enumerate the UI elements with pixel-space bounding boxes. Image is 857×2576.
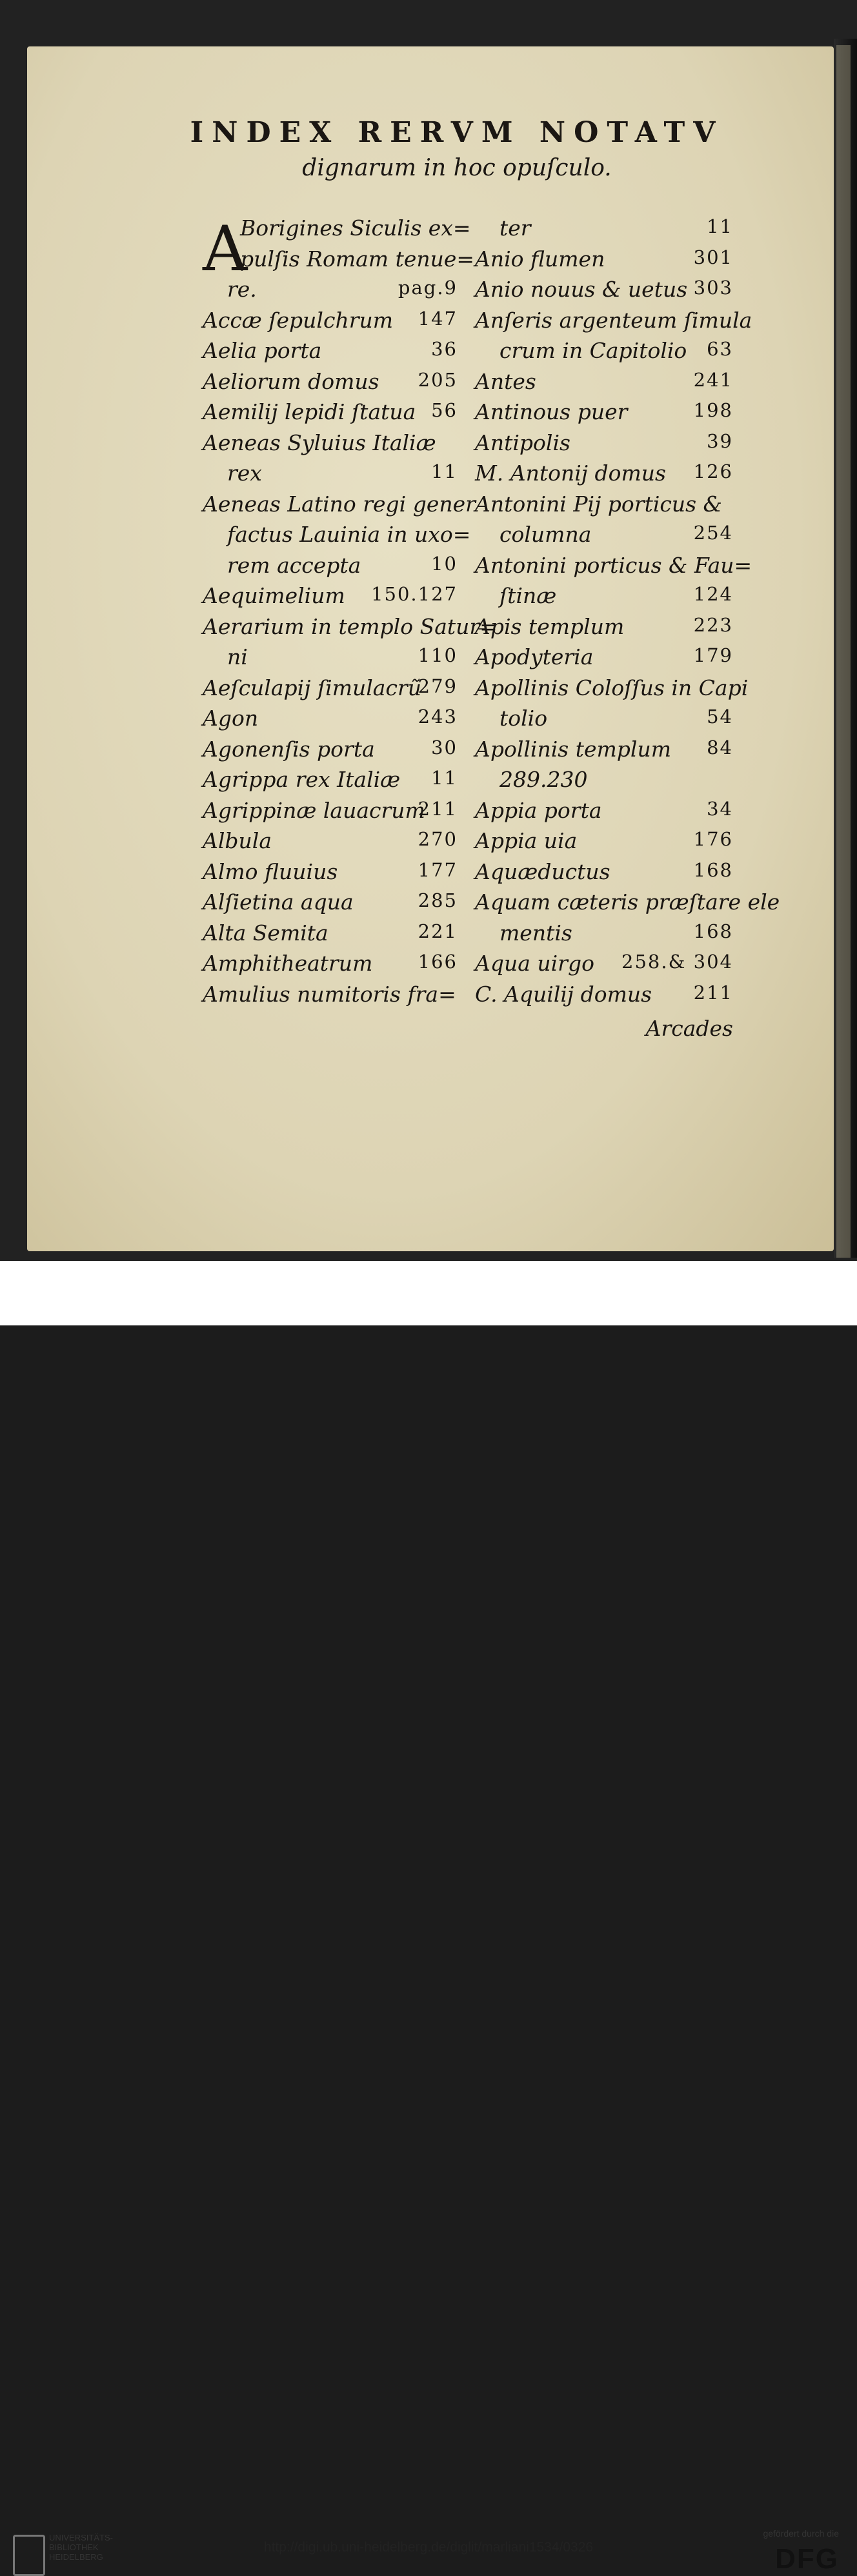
index-entry <box>475 552 752 584</box>
index-entry-page: 243 <box>418 706 458 728</box>
index-entry <box>203 644 458 675</box>
viewer-footer <box>0 1261 857 2575</box>
index-entry <box>475 369 733 400</box>
index-entry-text: factus Lauinia in uxo= <box>227 522 471 547</box>
index-entry-page: 36 <box>431 338 458 360</box>
index-entry <box>203 828 458 859</box>
index-entry <box>475 798 733 829</box>
index-entry-text: Aqua uirgo <box>475 951 594 976</box>
index-entry-page: 211 <box>418 797 458 820</box>
index-entry-page: 56 <box>431 399 458 421</box>
index-entry <box>203 951 458 982</box>
index-entry <box>475 675 749 706</box>
index-entry <box>203 798 458 829</box>
index-entry <box>203 369 458 400</box>
index-entry-text: Appia uia <box>475 828 578 853</box>
catchword: Arcades <box>645 1016 733 1041</box>
index-entry <box>203 675 458 706</box>
index-entry-text: Accæ ſepulchrum <box>203 307 394 333</box>
index-entry-page: 285 <box>418 889 458 911</box>
index-entry-page: 126 <box>693 461 733 482</box>
index-entry <box>475 614 733 645</box>
index-entry-page: 279 <box>418 675 458 697</box>
index-entry <box>203 277 458 308</box>
index-entry-text: Amulius numitoris fra= <box>203 981 456 1007</box>
index-entry <box>203 767 458 798</box>
index-entry-text: Albula <box>203 828 272 853</box>
index-entry-page: 254 <box>693 522 733 544</box>
index-entry-page: 198 <box>693 399 733 421</box>
index-entry <box>203 889 458 920</box>
index-entry <box>203 737 458 768</box>
index-entry <box>203 246 475 277</box>
index-entry <box>203 461 458 491</box>
index-entry-page: 241 <box>693 368 733 391</box>
index-entry-text: rem accepta <box>227 552 361 578</box>
index-entry-page: 177 <box>418 858 458 881</box>
index-entry-text: Almo fluuius <box>203 858 338 884</box>
index-entry <box>475 399 733 430</box>
index-entry-text: Anio flumen <box>475 246 605 272</box>
index-entry <box>475 338 733 369</box>
index-entry-page: 179 <box>693 644 733 666</box>
index-entry-text: Agrippinæ lauacrum <box>203 797 425 823</box>
index-entry-text: ſtinæ <box>499 583 557 608</box>
index-entry-text: Antes <box>475 368 536 394</box>
index-entry-text: 289.230 <box>499 767 588 792</box>
index-subtitle: dignarum in hoc opuſculo. <box>302 155 612 181</box>
index-entry-text: Aeneas Latino regi gener <box>203 491 476 517</box>
index-entry-text: Alta Semita <box>203 920 328 946</box>
index-entry <box>475 277 733 308</box>
index-entry-text: columna <box>499 522 592 547</box>
index-entry <box>203 706 458 737</box>
index-entry <box>475 430 733 461</box>
index-entry <box>475 461 733 491</box>
index-entry-page: 221 <box>418 920 458 942</box>
funding-note: gefördert durch die <box>763 2528 839 2539</box>
index-entry <box>475 889 780 920</box>
index-entry-text: Alſietina aqua <box>203 889 354 915</box>
library-name-line: UNIVERSITÄTS- <box>49 2533 113 2542</box>
index-entry-page: 34 <box>707 797 733 820</box>
index-entry-text: Aelia porta <box>203 338 322 363</box>
index-entry-page: 301 <box>693 246 733 268</box>
index-entry-text: ni <box>227 644 248 669</box>
index-entry <box>475 920 733 951</box>
index-entry <box>475 307 752 339</box>
index-entry-text: Anſeris argenteum ſimula <box>475 307 752 333</box>
index-entry-text: Aequimelium <box>203 583 345 608</box>
index-entry-page: 10 <box>431 552 458 575</box>
index-entry <box>475 215 733 246</box>
index-entry <box>475 706 733 737</box>
index-entry <box>203 215 471 246</box>
index-entry-text: Aquam cæteris præſtare ele <box>475 889 780 915</box>
next-page-edge <box>836 45 851 1258</box>
index-entry <box>203 491 476 522</box>
drop-cap: A <box>203 213 248 285</box>
index-entry <box>203 583 458 614</box>
index-entry-text: Aquæductus <box>475 858 610 884</box>
index-entry-text: Apollinis Coloſſus in Capi <box>475 675 749 700</box>
index-entry <box>203 982 458 1013</box>
index-entry-page: 150.127 <box>371 583 458 605</box>
index-entry-text: Anio nouus & uetus <box>475 277 688 302</box>
index-entry-page: 270 <box>418 828 458 850</box>
index-entry-text: C. Aquilij domus <box>475 981 652 1007</box>
index-entry-page: 11 <box>707 215 733 237</box>
index-entry <box>203 859 458 890</box>
index-entry-text: Agonenſis porta <box>203 736 375 762</box>
index-entry-text: Aeliorum domus <box>203 368 379 394</box>
index-entry <box>475 644 733 675</box>
index-entry-page: 166 <box>418 951 458 973</box>
index-entry-page: 30 <box>431 736 458 758</box>
index-entry-text: Borigines Siculis ex= <box>240 215 471 241</box>
index-entry-text: re. <box>227 277 257 302</box>
index-entry <box>203 920 458 951</box>
index-entry-text: Agon <box>203 706 259 731</box>
index-entry-page: 11 <box>431 461 458 482</box>
index-entry-text: ter <box>499 215 531 241</box>
index-entry-text: Aerarium in templo Satur= <box>203 613 498 639</box>
index-entry <box>475 951 733 982</box>
index-entry <box>475 859 733 890</box>
index-title: INDEX RERVM NOTATV <box>190 116 724 149</box>
index-entry-page: 84 <box>707 736 733 758</box>
index-entry-text: Amphitheatrum <box>203 951 373 976</box>
index-column-left <box>203 215 498 1012</box>
index-entry-page: 211 <box>693 981 733 1004</box>
index-entry-text: Apis templum <box>475 613 625 639</box>
index-entry-text: Antonini Pij porticus & <box>475 491 722 517</box>
index-entry <box>475 246 733 277</box>
index-entry-text: Antipolis <box>475 430 570 455</box>
index-entry <box>203 308 458 339</box>
index-entry <box>475 982 733 1013</box>
index-entry-text: Apollinis templum <box>475 736 672 762</box>
permalink-url[interactable]: http://digi.ub.uni-heidelberg.de/diglit/marliani1534/0326 <box>263 2540 594 2555</box>
index-entry <box>203 522 471 553</box>
index-entry-text: Appia porta <box>475 797 602 823</box>
index-entry <box>203 430 458 461</box>
index-entry-page: 63 <box>707 338 733 360</box>
index-entry-page: 168 <box>693 858 733 881</box>
index-entry <box>475 828 733 859</box>
index-entry <box>203 399 458 430</box>
index-entry-page: 124 <box>693 583 733 605</box>
index-entry-page: 110 <box>418 644 458 666</box>
library-name-line: BIBLIOTHEK <box>49 2542 99 2552</box>
index-entry-text: Apodyteria <box>475 644 594 669</box>
index-entry-page: 168 <box>693 920 733 942</box>
index-entry-page: 147 <box>418 307 458 330</box>
index-entry-text: crum in Capitolio <box>499 338 687 363</box>
index-entry-text: M. Antonij domus <box>475 461 666 486</box>
index-entry-text: Antonini porticus & Fau= <box>475 552 752 578</box>
index-entry <box>475 737 733 768</box>
index-entry-text: Agrippa rex Italiæ <box>203 767 401 792</box>
index-entry-text: rex <box>227 461 262 486</box>
index-entry <box>475 767 733 798</box>
index-entry-text: Aeſculapij ſimulacrũ <box>203 675 421 700</box>
index-entry <box>475 522 733 553</box>
index-entry-page: 54 <box>707 706 733 728</box>
index-entry <box>475 583 733 614</box>
index-entry-text: mentis <box>499 920 572 946</box>
index-entry-page: pag.9 <box>398 277 458 299</box>
index-entry-page: 176 <box>693 828 733 850</box>
index-entry <box>203 338 458 369</box>
index-entry-text: Antinous puer <box>475 399 628 424</box>
index-entry-page: 205 <box>418 368 458 391</box>
index-entry-text: Aemilij lepidi ſtatua <box>203 399 416 424</box>
dfg-logo: DFG <box>775 2543 839 2575</box>
index-entry <box>203 553 458 584</box>
index-entry <box>203 613 498 645</box>
index-entry-page: 39 <box>707 430 733 452</box>
index-entry-page: 303 <box>693 277 733 299</box>
index-entry-page: 258.& 304 <box>621 951 733 973</box>
library-name-line: HEIDELBERG <box>49 2552 103 2562</box>
index-column-right <box>475 215 780 1012</box>
index-entry-page: 223 <box>693 613 733 636</box>
index-entry-text: tolio <box>499 706 548 731</box>
index-entry-page: 11 <box>431 767 458 789</box>
index-entry-text: Aeneas Syluius Italiæ <box>203 430 436 455</box>
index-entry <box>475 491 733 522</box>
index-entry-text: pulſis Romam tenue= <box>240 246 475 272</box>
